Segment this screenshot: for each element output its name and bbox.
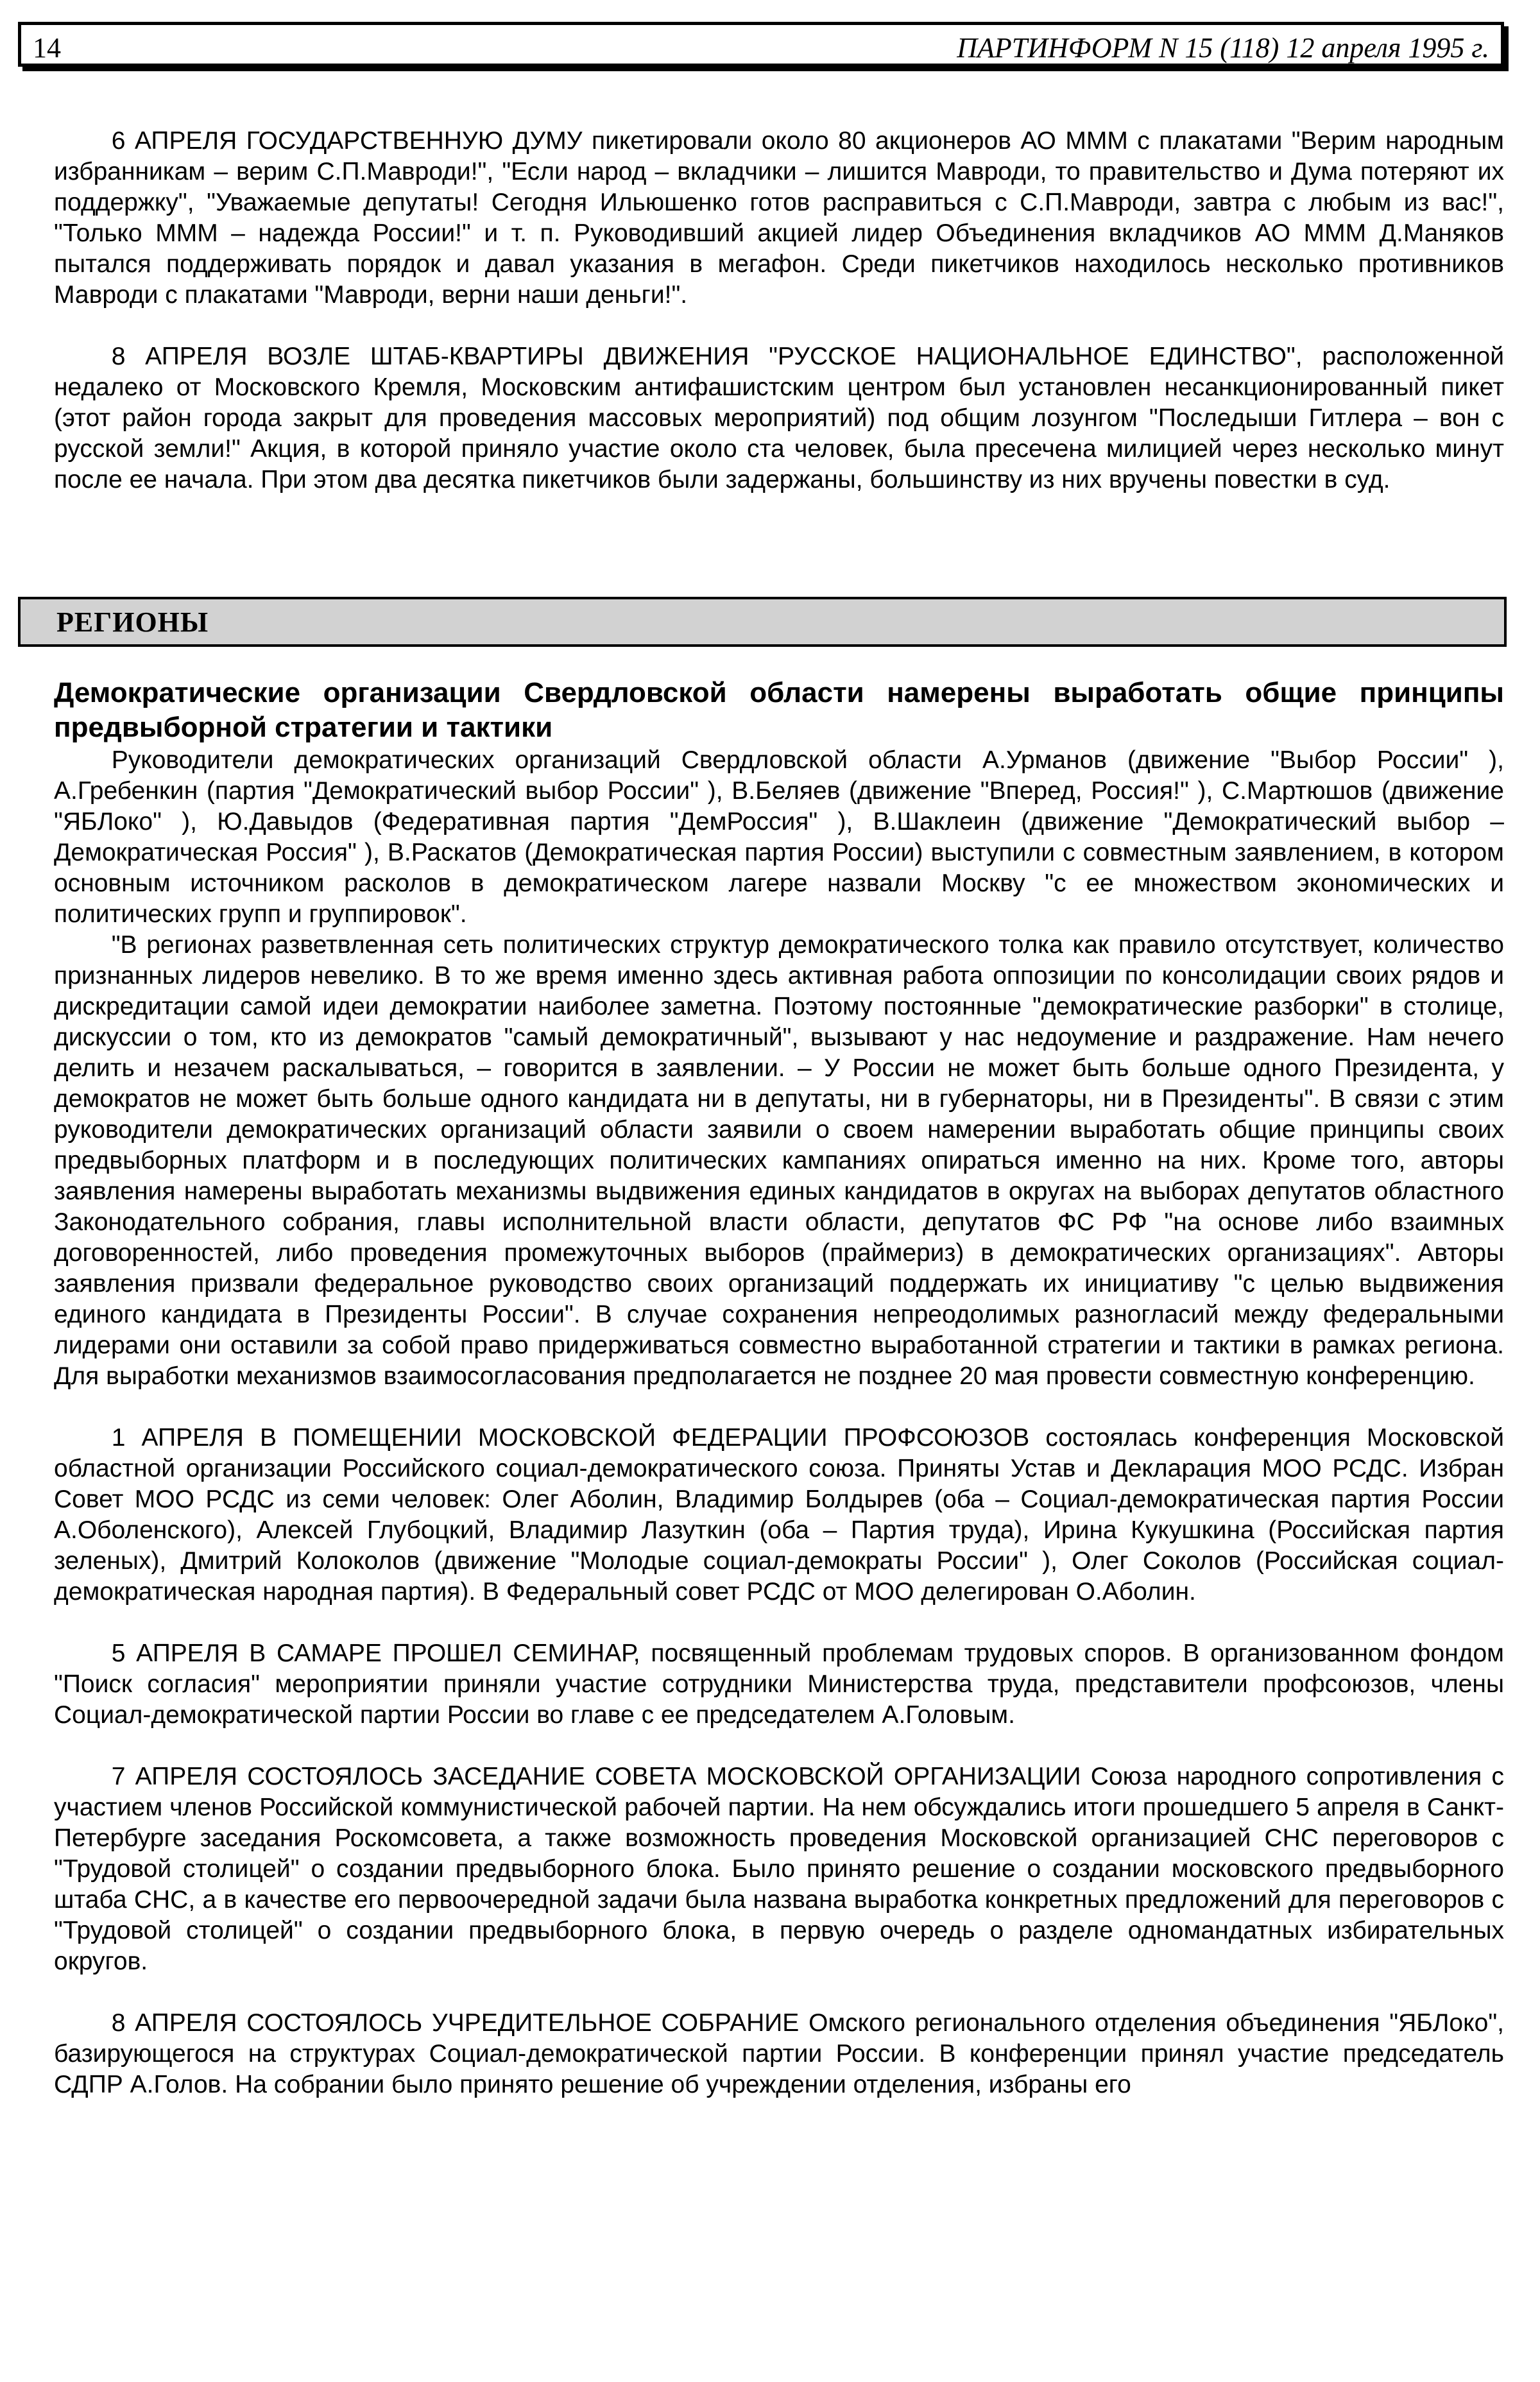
publication-title: ПАРТИНФОРМ N 15 (118) 12 апреля 1995 г. bbox=[957, 32, 1489, 64]
news-item: 8 АПРЕЛЯ СОСТОЯЛОСЬ УЧРЕДИТЕЛЬНОЕ СОБРАНИЕ Омского регионального отделения объединения "ЯБЛоко", базирующегося на структурах Социал-демократической партии России. В конференции принял участие председатель СДПР А.Голов. На собрании было принято решение об учреждении отделения, избраны его bbox=[54, 2009, 1504, 2098]
news-item: 6 АПРЕЛЯ ГОСУДАРСТВЕННУЮ ДУМУ пикетировали около 80 акционеров АО МММ с плакатами "Верим народным избранникам – верим С.П.Мавроди!", "Если народ – вкладчики – лишится Мавроди, то правительство и Дума потеряют их поддержку", "Уважаемые депутаты! Сегодня Ильюшенко готов расправиться с С.П.Мавроди, завтра с любым из вас!", "Только МММ – надежда России!" и т. п. Руководивший акцией лидер Объединения вкладчиков АО МММ Д.Маняков пытался поддерживать порядок и давал указания в мегафон. Среди пикетчиков находилось несколько противников Мавроди с плакатами "Мавроди, верни наши деньги!". bbox=[54, 127, 1504, 309]
section-title: РЕГИОНЫ bbox=[56, 606, 209, 638]
news-item: 1 АПРЕЛЯ В ПОМЕЩЕНИИ МОСКОВСКОЙ ФЕДЕРАЦИИ ПРОФСОЮЗОВ состоялась конференция Московской областной организации Российского социал-демократического союза. Приняты Устав и Декларация МОО РСДС. Избран Совет МОО РСДС из семи человек: Олег Аболин, Владимир Болдырев (оба – Социал-демократическая партия России А.Оболенского), Алексей Глубоцкий, Владимир Лазуткин (оба – Партия труда), Ирина Кукушкина (Российская партия зеленых), Дмитрий Колоколов (движение "Молодые социал-демократы России" ), Олег Соколов (Российская социал-демократическая народная партия). В Федеральный совет РСДС от МОО делегирован О.Аболин. bbox=[54, 1424, 1504, 1606]
page-header bbox=[18, 22, 1504, 67]
article-headline: Демократические организации Свердловской области намерены выработать общие принципы предвыборной стратегии и тактики bbox=[54, 677, 1504, 743]
article-paragraph: "В регионах разветвленная сеть политических структур демократического толка как правило отсутствует, количество признанных лидеров невелико. В то же время именно здесь активная работа оппозиции по консолидации своих рядов и дискредитации самой идеи демократии наиболее заметна. Поэтому постоянные "демократические разборки" в столице, дискуссии о том, кто из демократов "самый демократичный", вызывают у нас недоумение и раздражение. Нам нечего делить и незачем раскалываться, – говорится в заявлении. – У России не может быть больше одного Президента, у демократов не может быть больше одного кандидата ни в депутаты, ни в губернаторы, ни в Президенты". В связи с этим руководители демократических организаций области заявили о своем намерении выработать общие принципы своих предвыборных платформ и в последующих политических кампаниях опираться именно на них. Кроме того, авторы заявления намерены выработать механизмы выдвижения единых кандидатов в округах на выборах депутатов областного Законодательного собрания, главы исполнительной власти области, депутатов ФС РФ "на основе либо взаимных договоренностей, либо проведения промежуточных выборов (праймериз) в демократических организациях". Авторы заявления призвали федеральное руководство своих организаций поддержать их инициативу "с целью выдвижения единого кандидата в Президенты России". В случае сохранения непреодолимых разногласий между федеральными лидерами они оставили за собой право придерживаться совместно выработанной стратегии и тактики в рамках региона. Для выработки механизмов взаимосогласования предполагается не позднее 20 мая провести совместную конференцию. bbox=[54, 931, 1504, 1390]
news-item: 5 АПРЕЛЯ В САМАРЕ ПРОШЕЛ СЕМИНАР, посвященный проблемам трудовых споров. В организованном фондом "Поиск согласия" мероприятии приняли участие сотрудники Министерства труда, представители профсоюзов, члены Социал-демократической партии России во главе с ее председателем А.Головым. bbox=[54, 1640, 1504, 1729]
news-item: 8 АПРЕЛЯ ВОЗЛЕ ШТАБ-КВАРТИРЫ ДВИЖЕНИЯ "РУССКОЕ НАЦИОНАЛЬНОЕ ЕДИНСТВО", расположенной недалеко от Московского Кремля, Московским антифашистским центром был установлен несанкционированный пикет (этот район города закрыт для проведения массовых мероприятий) под общим лозунгом "Последыши Гитлера – вон с русской земли!" Акция, в которой приняло участие около ста человек, была пресечена милицией через несколько минут после ее начала. При этом два десятка пикетчиков были задержаны, большинству из них вручены повестки в суд. bbox=[54, 343, 1504, 493]
article-paragraph: Руководители демократических организаций Свердловской области А.Урманов (движение "Выбор России" ), А.Гребенкин (партия "Демократический выбор России" ), В.Беляев (движение "Вперед, Россия!" ), С.Мартюшов (движение "ЯБЛоко" ), Ю.Давыдов (Федеративная партия "ДемРоссия" ), В.Шаклеин (движение "Демократический выбор – Демократическая Россия" ), В.Раскатов (Демократическая партия России) выступили с совместным заявлением, в котором основным источником расколов в демократическом лагере назвали Москву "с ее множеством экономических и политических групп и группировок". bbox=[54, 746, 1504, 928]
news-items-top bbox=[54, 126, 1504, 526]
page-number: 14 bbox=[33, 32, 61, 64]
news-item: 7 АПРЕЛЯ СОСТОЯЛОСЬ ЗАСЕДАНИЕ СОВЕТА МОСКОВСКОЙ ОРГАНИЗАЦИИ Союза народного сопротивления с участием членов Российской коммунистической рабочей партии. На нем обсуждались итоги прошедшего 5 апреля в Санкт-Петербурге заседания Роскомсовета, а также возможность проведения Московской организацией СНС переговоров с "Трудовой столицей" о создании предвыборного блока. Было принято решение о создании московского предвыборного штаба СНС, а в качестве его первоочередной задачи была названа выработка конкретных предложений для переговоров с "Трудовой столицей" о создании предвыборного блока, в первую очередь о разделе одномандатных избирательных округов. bbox=[54, 1763, 1504, 1975]
section-header bbox=[18, 597, 1507, 647]
regions-section bbox=[54, 676, 1504, 2100]
